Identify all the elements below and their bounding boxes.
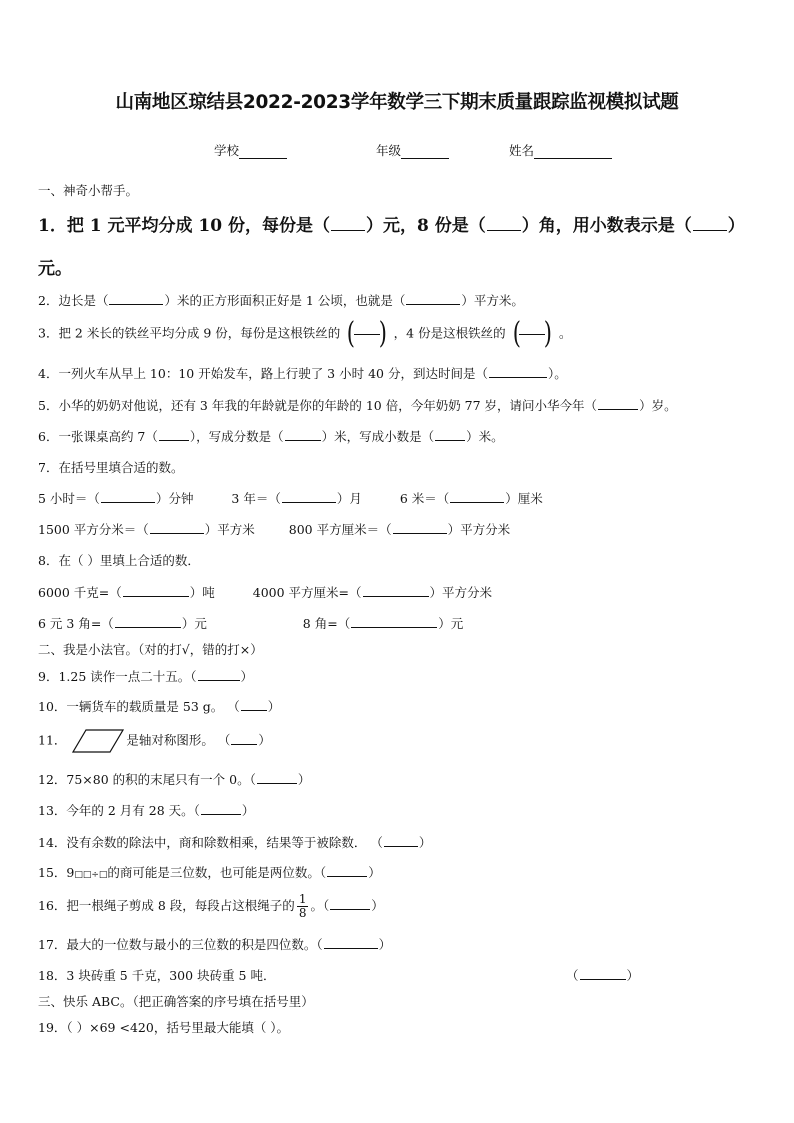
question-9: 9．1.25 读作一点二十五。（ ）: [38, 669, 254, 684]
question-1-continued: 元。: [38, 259, 72, 279]
answer-blank[interactable]: [231, 732, 257, 745]
answer-blank[interactable]: [450, 490, 504, 503]
question-7-row-1: 5 小时＝（ ）分钟 3 年＝（ ）月 6 米＝（ ）厘米: [38, 491, 543, 506]
question-8-row-2: 6 元 3 角=（ ）元 8 角=（ ）元: [38, 616, 464, 631]
answer-blank[interactable]: [324, 936, 378, 949]
section-2-heading: 二、我是小法官。（对的打√，错的打×）: [38, 642, 263, 657]
school-blank[interactable]: [239, 145, 287, 159]
answer-blank[interactable]: [327, 864, 367, 877]
answer-blank[interactable]: [363, 584, 429, 597]
answer-blank[interactable]: [693, 218, 727, 231]
question-1: 1．把 1 元平均分成 10 份，每份是（ ）元，8 份是（ ）角，用小数表示是（ ）: [38, 216, 745, 236]
answer-blank[interactable]: [393, 521, 447, 534]
name-label: 姓名: [509, 143, 535, 158]
answer-blank[interactable]: [109, 292, 163, 305]
answer-blank[interactable]: [580, 967, 626, 980]
answer-blank[interactable]: [115, 615, 181, 628]
answer-blank[interactable]: [384, 834, 418, 847]
fraction-one-eighth: $\frac{1}{8}$: [298, 892, 307, 920]
question-11: 11． 是轴对称图形。 （ ）: [38, 729, 271, 753]
grade-blank[interactable]: [401, 145, 449, 159]
answer-blank[interactable]: [331, 218, 365, 231]
answer-blank[interactable]: [101, 490, 155, 503]
answer-blank[interactable]: [489, 365, 547, 378]
answer-blank[interactable]: [159, 428, 189, 441]
answer-blank[interactable]: [150, 521, 204, 534]
grade-label: 年级: [376, 143, 402, 158]
question-14: 14．没有余数的除法中，商和除数相乘，结果等于被除数． （ ）: [38, 835, 432, 850]
answer-blank[interactable]: [487, 218, 521, 231]
question-18-answer: （ ）: [566, 968, 640, 983]
division-squares: □□÷□: [74, 870, 108, 880]
answer-blank[interactable]: [241, 698, 267, 711]
question-12: 12．75×80 的积的末尾只有一个 0。（ ）: [38, 772, 311, 787]
question-17: 17．最大的一位数与最小的三位数的积是四位数。（ ）: [38, 937, 392, 952]
answer-blank[interactable]: [435, 428, 465, 441]
grade-field: [376, 141, 449, 159]
question-6: 6．一张课桌高约 7（ ），写成分数是（ ）米，写成小数是（ ）米。: [38, 429, 504, 444]
fraction-answer-box[interactable]: ( ): [512, 316, 553, 351]
fraction-answer-box[interactable]: ( ): [347, 316, 387, 351]
answer-blank[interactable]: [598, 397, 638, 410]
question-18: 18．3 块砖重 5 千克，300 块砖重 5 吨．: [38, 968, 276, 983]
question-8: 8．在（ ）里填上合适的数．: [38, 553, 200, 568]
question-19: 19．（ ）×69 <420，括号里最大能填（ ）。: [38, 1020, 290, 1035]
question-8-row-1: 6000 千克=（ ）吨 4000 平方厘米=（ ）平方分米: [38, 585, 493, 600]
school-label: 学校: [214, 143, 240, 158]
name-blank[interactable]: [534, 145, 612, 159]
section-1-heading: 一、神奇小帮手。: [38, 183, 139, 198]
question-7-row-2: 1500 平方分米＝（ ）平方米 800 平方厘米＝（ ）平方分米: [38, 522, 511, 537]
question-7: 7．在括号里填合适的数。: [38, 460, 184, 475]
question-13: 13．今年的 2 月有 28 天。（ ）: [38, 803, 255, 818]
school-field: [214, 141, 287, 159]
page-title: 山南地区琼结县2022-2023学年数学三下期末质量跟踪监视模拟试题: [115, 92, 679, 113]
section-3-heading: 三、快乐 ABC。（把正确答案的序号填在括号里）: [38, 994, 314, 1009]
question-5: 5．小华的奶奶对他说，还有 3 年我的年龄就是你的年龄的 10 倍，今年奶奶 77 岁，请问小华今年（ ）岁。: [38, 398, 677, 413]
answer-blank[interactable]: [406, 292, 460, 305]
answer-blank[interactable]: [351, 615, 437, 628]
parallelogram-icon: [72, 729, 124, 753]
answer-blank[interactable]: [123, 584, 189, 597]
answer-blank[interactable]: [198, 668, 240, 681]
answer-blank[interactable]: [257, 771, 297, 784]
question-16: 16．把一根绳子剪成 8 段，每段占这根绳子的 $\frac{1}{8}$ 。（ ）: [38, 892, 384, 920]
answer-blank[interactable]: [285, 428, 321, 441]
name-field: [509, 141, 612, 159]
question-4: 4．一列火车从早上 10：10 开始发车，路上行驶了 3 小时 40 分，到达时间是（ ）。: [38, 366, 567, 381]
question-3: 3．把 2 米长的铁丝平均分成 9 份，每份是这根铁丝的 ( ) ，4 份是这根铁丝的 ( ) 。: [38, 316, 572, 351]
answer-blank[interactable]: [282, 490, 336, 503]
answer-blank[interactable]: [330, 897, 370, 910]
question-15: 15．9□□÷□的商可能是三位数，也可能是两位数。（ ）: [38, 865, 381, 880]
answer-blank[interactable]: [201, 802, 241, 815]
question-2: 2．边长是（ ）米的正方形面积正好是 1 公顷，也就是（ ）平方米。: [38, 293, 524, 308]
question-10: 10．一辆货车的载质量是 53 g。 （ ）: [38, 699, 281, 714]
